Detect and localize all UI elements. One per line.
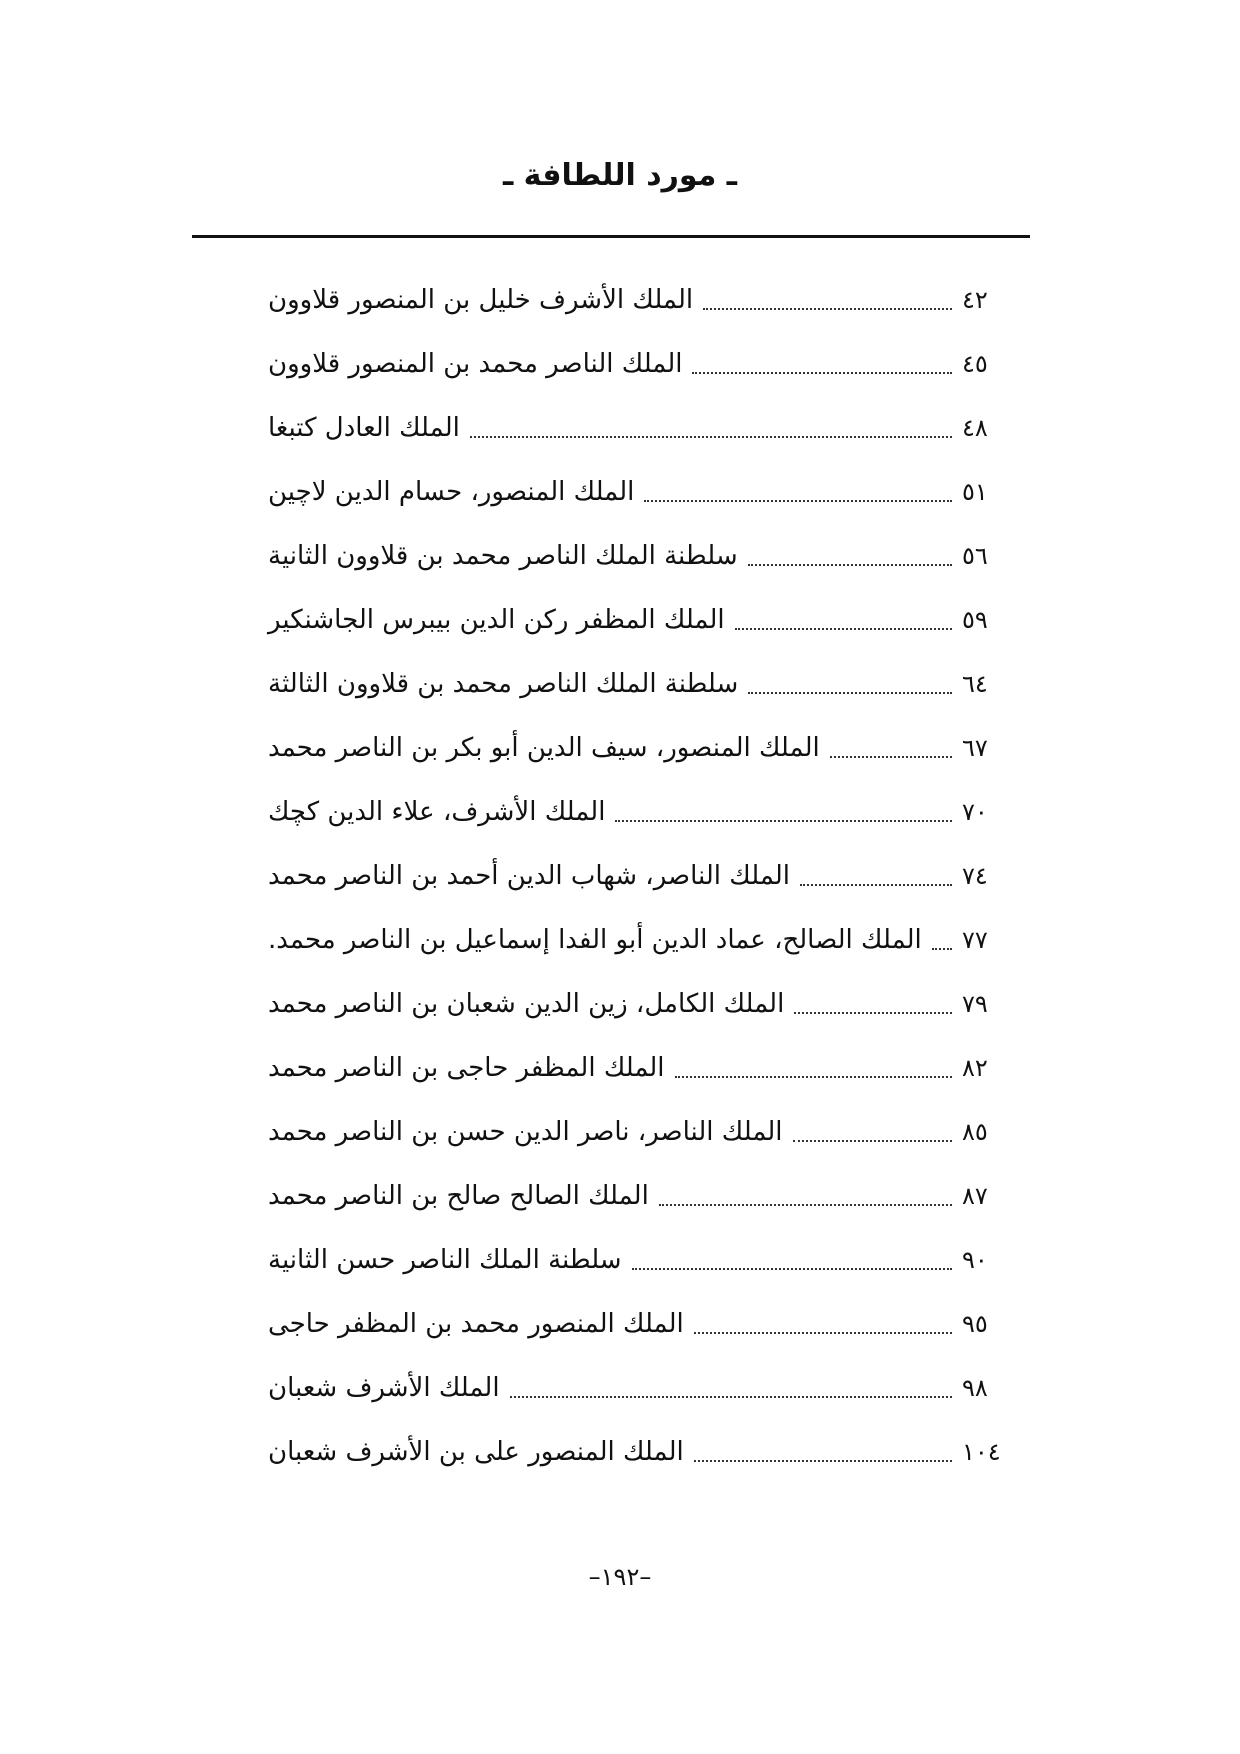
toc-entry-page: ٨٥ bbox=[962, 1118, 988, 1146]
dot-leader bbox=[932, 948, 952, 950]
toc-entry-title: سلطنة الملك الناصر محمد بن قلاوون الثانية bbox=[268, 541, 738, 571]
dot-leader bbox=[703, 308, 952, 310]
toc-entry-title: الملك الأشرف شعبان bbox=[268, 1373, 500, 1403]
toc-entry-title: الملك الناصر محمد بن المنصور قلاوون bbox=[268, 349, 683, 379]
toc-entry-page: ٦٧ bbox=[962, 734, 988, 762]
toc-entry-page: ٨٢ bbox=[962, 1054, 988, 1082]
toc-entry-page: ٨٧ bbox=[962, 1182, 988, 1210]
toc-entry-title: سلطنة الملك الناصر محمد بن قلاوون الثالثة bbox=[268, 669, 739, 699]
toc-entry-page: ٤٥ bbox=[962, 350, 988, 378]
dot-leader bbox=[510, 1396, 952, 1398]
toc-entry-title: سلطنة الملك الناصر حسن الثانية bbox=[268, 1245, 622, 1275]
toc-entry-title: الملك الأشرف خليل بن المنصور قلاوون bbox=[268, 285, 694, 315]
dot-leader bbox=[615, 820, 952, 822]
toc-entry-page: ٧٩ bbox=[962, 990, 988, 1018]
toc-entry-title: الملك الكامل، زين الدين شعبان بن الناصر محمد bbox=[268, 989, 785, 1019]
toc-entry bbox=[268, 1292, 1018, 1356]
dot-leader bbox=[830, 756, 952, 758]
dot-leader bbox=[748, 564, 952, 566]
toc-entry bbox=[268, 524, 1018, 588]
toc-entry-page: ٩٨ bbox=[962, 1374, 988, 1402]
toc-entry-page: ٩٥ bbox=[962, 1310, 988, 1338]
toc-entry-title: الملك المنصور، حسام الدين لاچين bbox=[268, 477, 635, 507]
toc-entry bbox=[268, 332, 1018, 396]
toc-entry-page: ٥٩ bbox=[962, 606, 988, 634]
dot-leader bbox=[659, 1204, 952, 1206]
toc-entry-title: الملك المظفر حاجى بن الناصر محمد bbox=[268, 1053, 665, 1083]
toc-entry bbox=[268, 1100, 1018, 1164]
toc-entry bbox=[268, 652, 1018, 716]
toc-entry bbox=[268, 1164, 1018, 1228]
dot-leader bbox=[748, 692, 952, 694]
toc-entry bbox=[268, 716, 1018, 780]
dot-leader bbox=[632, 1268, 952, 1270]
toc-entry bbox=[268, 396, 1018, 460]
toc-entry-title: الملك المنصور، سيف الدين أبو بكر بن الناصر محمد bbox=[268, 733, 820, 763]
toc-entry-title: الملك المنصور على بن الأشرف شعبان bbox=[268, 1437, 684, 1467]
dot-leader bbox=[675, 1076, 952, 1078]
toc-entry-title: الملك الناصر، ناصر الدين حسن بن الناصر محمد bbox=[268, 1117, 783, 1147]
toc-entry-title: الملك المنصور محمد بن المظفر حاجى bbox=[268, 1309, 684, 1339]
toc-entry-title: الملك الناصر، شهاب الدين أحمد بن الناصر محمد bbox=[268, 861, 790, 891]
toc-entry-page: ١٠٤ bbox=[962, 1438, 1001, 1466]
dot-leader bbox=[644, 500, 952, 502]
dot-leader bbox=[692, 372, 952, 374]
toc-entry bbox=[268, 1036, 1018, 1100]
toc-entry-page: ٧٠ bbox=[962, 798, 988, 826]
dot-leader bbox=[470, 436, 952, 438]
toc-entry bbox=[268, 460, 1018, 524]
toc-entry-page: ٧٤ bbox=[962, 862, 988, 890]
toc-entry-page: ٩٠ bbox=[962, 1246, 988, 1274]
toc-entry bbox=[268, 1356, 1018, 1420]
toc-entry-page: ٥٦ bbox=[962, 542, 988, 570]
dot-leader bbox=[694, 1332, 952, 1334]
toc-entry-title: الملك الصالح، عماد الدين أبو الفدا إسماعيل بن الناصر محمد. bbox=[268, 925, 922, 955]
toc-entry-page: ٥١ bbox=[962, 478, 988, 506]
toc-entry bbox=[268, 1228, 1018, 1292]
toc-entry bbox=[268, 1420, 1018, 1484]
toc-entry bbox=[268, 908, 1018, 972]
toc-entry-title: الملك الصالح صالح بن الناصر محمد bbox=[268, 1181, 649, 1211]
toc-entry bbox=[268, 972, 1018, 1036]
toc-entry bbox=[268, 268, 1018, 332]
toc-entry bbox=[268, 780, 1018, 844]
toc-entry bbox=[268, 844, 1018, 908]
toc-entry bbox=[268, 588, 1018, 652]
dot-leader bbox=[793, 1140, 953, 1142]
toc-entry-page: ٤٢ bbox=[962, 286, 988, 314]
toc-entry-title: الملك المظفر ركن الدين بيبرس الجاشنكير bbox=[268, 605, 725, 635]
toc-entry-title: الملك الأشرف، علاء الدين كچك bbox=[268, 797, 606, 827]
toc-entry-title: الملك العادل كتبغا bbox=[268, 413, 460, 443]
dot-leader bbox=[794, 1012, 952, 1014]
toc-entry-page: ٤٨ bbox=[962, 414, 988, 442]
table-of-contents bbox=[268, 268, 1018, 1484]
dot-leader bbox=[735, 628, 952, 630]
toc-entry-page: ٧٧ bbox=[962, 926, 988, 954]
dot-leader bbox=[694, 1460, 952, 1462]
toc-entry-page: ٦٤ bbox=[962, 670, 988, 698]
page-number: –١٩٢– bbox=[588, 1563, 652, 1591]
dot-leader bbox=[800, 884, 952, 886]
running-header-title: ـ مورد اللطافة ـ bbox=[502, 158, 737, 193]
header-rule bbox=[192, 235, 1030, 238]
